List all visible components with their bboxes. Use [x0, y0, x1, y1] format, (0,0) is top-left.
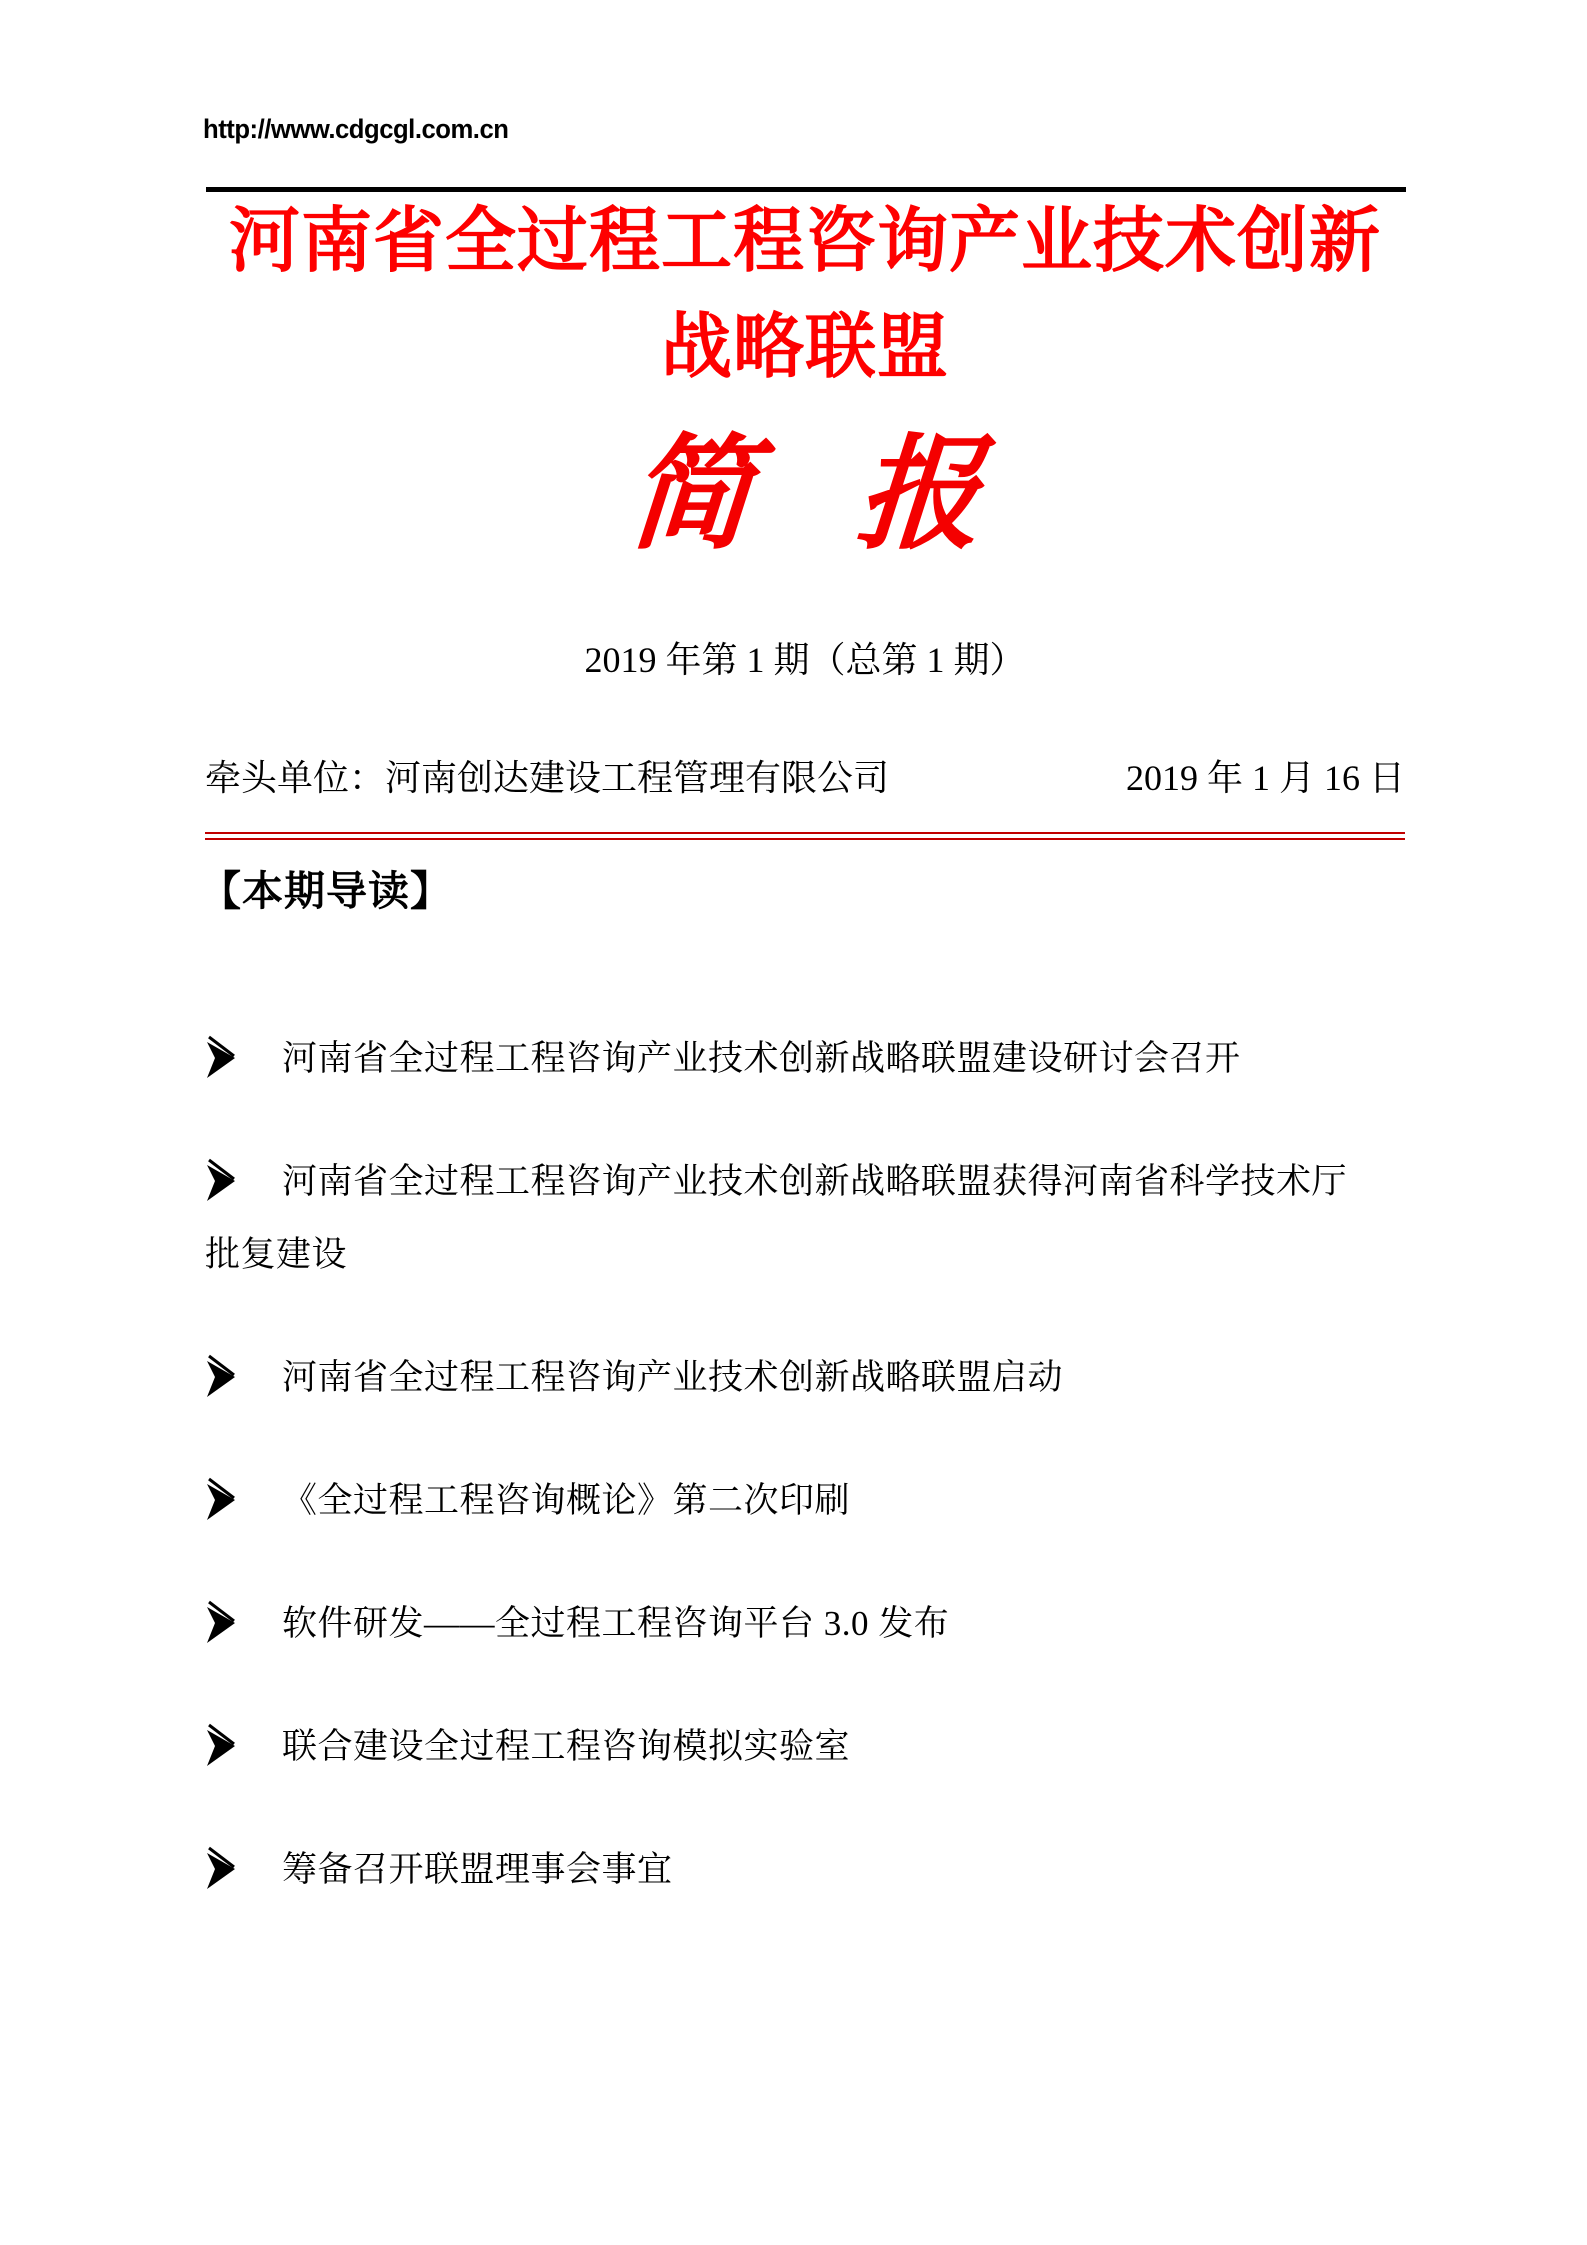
site-url: http://www.cdgcgl.com.cn — [203, 114, 509, 144]
arrow-bullet-icon — [205, 1034, 237, 1080]
list-item — [205, 1341, 1405, 1414]
doc-title-line2: 战略联盟 — [660, 309, 949, 387]
toc-item-text: 《全过程工程咨询概论》第二次印刷 — [282, 1481, 851, 1520]
toc-item-text: 河南省全过程工程咨询产业技术创新战略联盟获得河南省科学技术厅批复建设 — [205, 1162, 1348, 1274]
list-item — [205, 1145, 1355, 1291]
toc-item-text: 河南省全过程工程咨询产业技术创新战略联盟启动 — [282, 1358, 1064, 1397]
bulletin-title — [205, 427, 1405, 570]
issue-date: 2019 年 1 月 16 日 — [1125, 758, 1405, 798]
toc-item-text: 软件研发——全过程工程咨询平台 3.0 发布 — [282, 1604, 950, 1643]
arrow-bullet-icon — [205, 1157, 237, 1203]
lead-row — [205, 756, 1405, 800]
list-item — [205, 1710, 1405, 1783]
bulletin-char-bao: 报 — [852, 427, 986, 564]
header-rule — [206, 187, 1406, 192]
toc-item-text: 河南省全过程工程咨询产业技术创新战略联盟建设研讨会召开 — [282, 1039, 1241, 1078]
arrow-bullet-icon — [205, 1845, 237, 1891]
section-heading: 【本期导读】 — [200, 868, 452, 914]
toc-item-text: 筹备召开联盟理事会事宜 — [282, 1850, 673, 1889]
arrow-bullet-icon — [205, 1599, 237, 1645]
red-divider — [205, 832, 1405, 840]
arrow-bullet-icon — [205, 1353, 237, 1399]
doc-title-line1: 河南省全过程工程咨询产业技术创新 — [228, 203, 1381, 281]
issue-number: 2019 年第 1 期（总第 1 期） — [584, 640, 1026, 680]
arrow-bullet-icon — [205, 1476, 237, 1522]
toc-list — [205, 1022, 1405, 1956]
list-item — [205, 1587, 1405, 1660]
arrow-bullet-icon — [205, 1722, 237, 1768]
list-item — [205, 1833, 1405, 1906]
list-item — [205, 1022, 1405, 1095]
bulletin-char-jian: 简 — [624, 427, 758, 564]
lead-organization: 牵头单位：河南创达建设工程管理有限公司 — [205, 758, 890, 798]
toc-item-text: 联合建设全过程工程咨询模拟实验室 — [282, 1727, 851, 1766]
list-item — [205, 1464, 1405, 1537]
